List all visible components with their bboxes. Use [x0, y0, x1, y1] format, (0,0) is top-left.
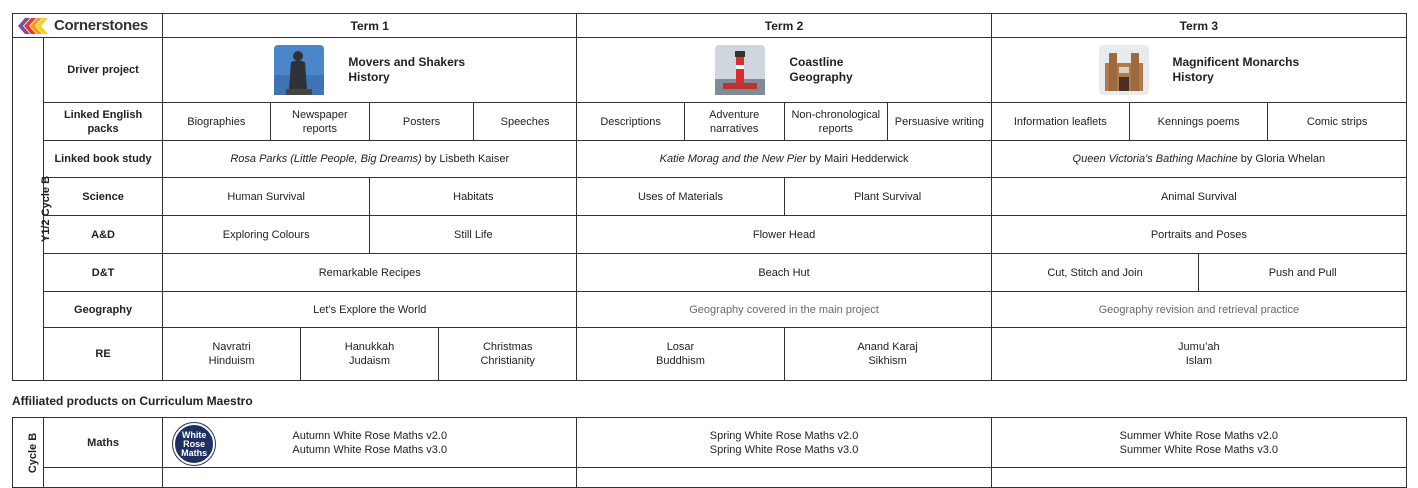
- english-pack: Non-chronological reports: [784, 103, 888, 140]
- affiliated-table: [12, 417, 1407, 488]
- logo-line: Rose: [183, 438, 206, 449]
- maths-unit: Autumn White Rose Maths v2.0: [292, 429, 448, 442]
- english-pack: Kennings poems: [1130, 103, 1268, 140]
- cycle-label: Y1/2 Cycle B: [40, 175, 53, 243]
- book-term-2: [577, 141, 991, 178]
- row-label-geography: Geography: [44, 292, 163, 328]
- english-term-3: [991, 103, 1406, 141]
- re-unit: [301, 328, 439, 380]
- re-festival: Jumu’ah: [1178, 341, 1220, 353]
- re-unit: [163, 328, 300, 380]
- maths-term-3: [991, 418, 1406, 468]
- science-unit: Uses of Materials: [577, 178, 784, 215]
- driver-subject-term-2: Geography: [789, 70, 853, 84]
- driver-title-term-2: Coastline: [789, 55, 844, 69]
- driver-subject-term-1: History: [348, 70, 390, 84]
- re-festival: Hanukkah: [344, 341, 395, 353]
- re-festival: Navratri: [212, 341, 251, 353]
- re-festival: Christmas: [482, 341, 533, 353]
- affiliated-cycle-label: Cycle B: [27, 432, 40, 473]
- science-unit: Human Survival: [163, 178, 370, 215]
- chevron-logo-icon: [17, 17, 51, 35]
- english-pack: Descriptions: [577, 103, 684, 140]
- book-author: by Lisbeth Kaiser: [421, 153, 510, 165]
- geography-term-3: Geography revision and retrieval practice: [991, 292, 1406, 328]
- lighthouse-image: [715, 45, 765, 95]
- statue-image: [274, 45, 324, 95]
- term-2-header: Term 2: [577, 14, 991, 38]
- maths-unit: Summer White Rose Maths v3.0: [1119, 443, 1279, 456]
- row-label-driver: Driver project: [44, 38, 163, 103]
- maths-unit: Spring White Rose Maths v3.0: [709, 443, 859, 456]
- next-row-term-2: [577, 468, 991, 488]
- book-title: Queen Victoria's Bathing Machine: [1072, 153, 1238, 165]
- ad-term-1: [163, 216, 577, 254]
- cornerstones-logo: [13, 17, 162, 35]
- geography-term-2: Geography covered in the main project: [577, 292, 991, 328]
- re-festival: Anand Karaj: [857, 341, 918, 353]
- re-term-2: [577, 328, 991, 381]
- row-label-dt: D&T: [44, 254, 163, 292]
- book-author: by Mairi Hedderwick: [806, 153, 909, 165]
- ad-term-3: Portraits and Poses: [991, 216, 1406, 254]
- driver-project-term-2: [577, 38, 991, 103]
- driver-title-term-3: Magnificent Monarchs: [1172, 55, 1300, 69]
- science-unit: Habitats: [453, 190, 494, 203]
- maths-unit: Autumn White Rose Maths v3.0: [292, 443, 448, 456]
- re-religion: Buddhism: [656, 355, 705, 367]
- re-religion: Christianity: [480, 355, 535, 367]
- maths-term-1: [163, 418, 577, 468]
- dt-term-1: Remarkable Recipes: [163, 254, 577, 292]
- term-3-header: Term 3: [991, 14, 1406, 38]
- driver-subject-term-3: History: [1172, 70, 1214, 84]
- science-term-3: Animal Survival: [991, 178, 1406, 216]
- maths-unit: Spring White Rose Maths v2.0: [709, 429, 859, 442]
- science-term-1: [163, 178, 577, 216]
- dt-term-2: Beach Hut: [577, 254, 991, 292]
- re-religion: Judaism: [349, 355, 391, 367]
- english-term-1: [163, 103, 577, 141]
- row-label-english: Linked English packs: [44, 103, 163, 141]
- cycle-label-cell: [13, 38, 53, 381]
- english-pack: Persuasive writing: [894, 115, 985, 128]
- re-festival: Losar: [666, 341, 695, 353]
- english-pack: Newspaper reports: [270, 103, 370, 140]
- ad-term-2: Flower Head: [577, 216, 991, 254]
- book-author: by Gloria Whelan: [1237, 153, 1326, 165]
- driver-title-term-1: Movers and Shakers: [348, 55, 466, 69]
- book-term-1: [163, 141, 577, 178]
- english-term-2: [577, 103, 991, 141]
- english-pack: Information leaflets: [992, 103, 1130, 140]
- re-religion: Sikhism: [868, 355, 907, 367]
- curriculum-table: [12, 13, 1407, 381]
- row-label-book: Linked book study: [44, 141, 163, 178]
- next-row-term-1: [163, 468, 577, 488]
- dt-term-3: [991, 254, 1406, 292]
- row-label-science: Science: [44, 178, 163, 216]
- re-religion: Hinduism: [208, 355, 255, 367]
- term-1-header: Term 1: [163, 14, 577, 38]
- ad-unit: Still Life: [454, 228, 493, 241]
- logo-line: White: [181, 429, 207, 440]
- re-unit: [577, 328, 784, 380]
- affiliated-cycle-cell: [13, 418, 44, 488]
- next-row-label: [44, 468, 163, 488]
- driver-project-term-3: [991, 38, 1406, 103]
- dt-unit: Push and Pull: [1268, 266, 1337, 279]
- science-term-2: [577, 178, 991, 216]
- row-label-re: RE: [44, 328, 163, 381]
- english-pack: Comic strips: [1306, 115, 1368, 128]
- book-title: Katie Morag and the New Pier: [659, 153, 807, 165]
- brand-name: Cornerstones: [54, 16, 148, 34]
- science-unit: Plant Survival: [853, 190, 922, 203]
- english-pack: Adventure narratives: [684, 103, 784, 140]
- next-row-term-3: [991, 468, 1406, 488]
- book-title: Rosa Parks (Little People, Big Dreams): [230, 153, 422, 165]
- re-religion: Islam: [1185, 355, 1212, 367]
- palace-image: [1099, 45, 1149, 95]
- re-unit: [784, 328, 991, 380]
- re-unit: [439, 328, 577, 380]
- geography-term-1: Let’s Explore the World: [163, 292, 577, 328]
- row-label-maths: Maths: [44, 418, 163, 468]
- english-pack: Posters: [370, 103, 474, 140]
- re-term-3: [991, 328, 1406, 381]
- row-label-ad: A&D: [44, 216, 163, 254]
- dt-unit: Cut, Stitch and Join: [992, 254, 1199, 291]
- maths-term-2: [577, 418, 991, 468]
- english-pack: Biographies: [163, 103, 270, 140]
- english-pack: Speeches: [500, 115, 550, 128]
- book-term-3: [991, 141, 1406, 178]
- maths-unit: Summer White Rose Maths v2.0: [1119, 429, 1279, 442]
- logo-line: Maths: [181, 447, 208, 458]
- driver-project-term-1: [163, 38, 577, 103]
- white-rose-maths-logo: [173, 423, 215, 465]
- affiliated-section-title: Affiliated products on Curriculum Maestro: [12, 394, 253, 408]
- re-term-1: [163, 328, 577, 381]
- ad-unit: Exploring Colours: [163, 216, 370, 253]
